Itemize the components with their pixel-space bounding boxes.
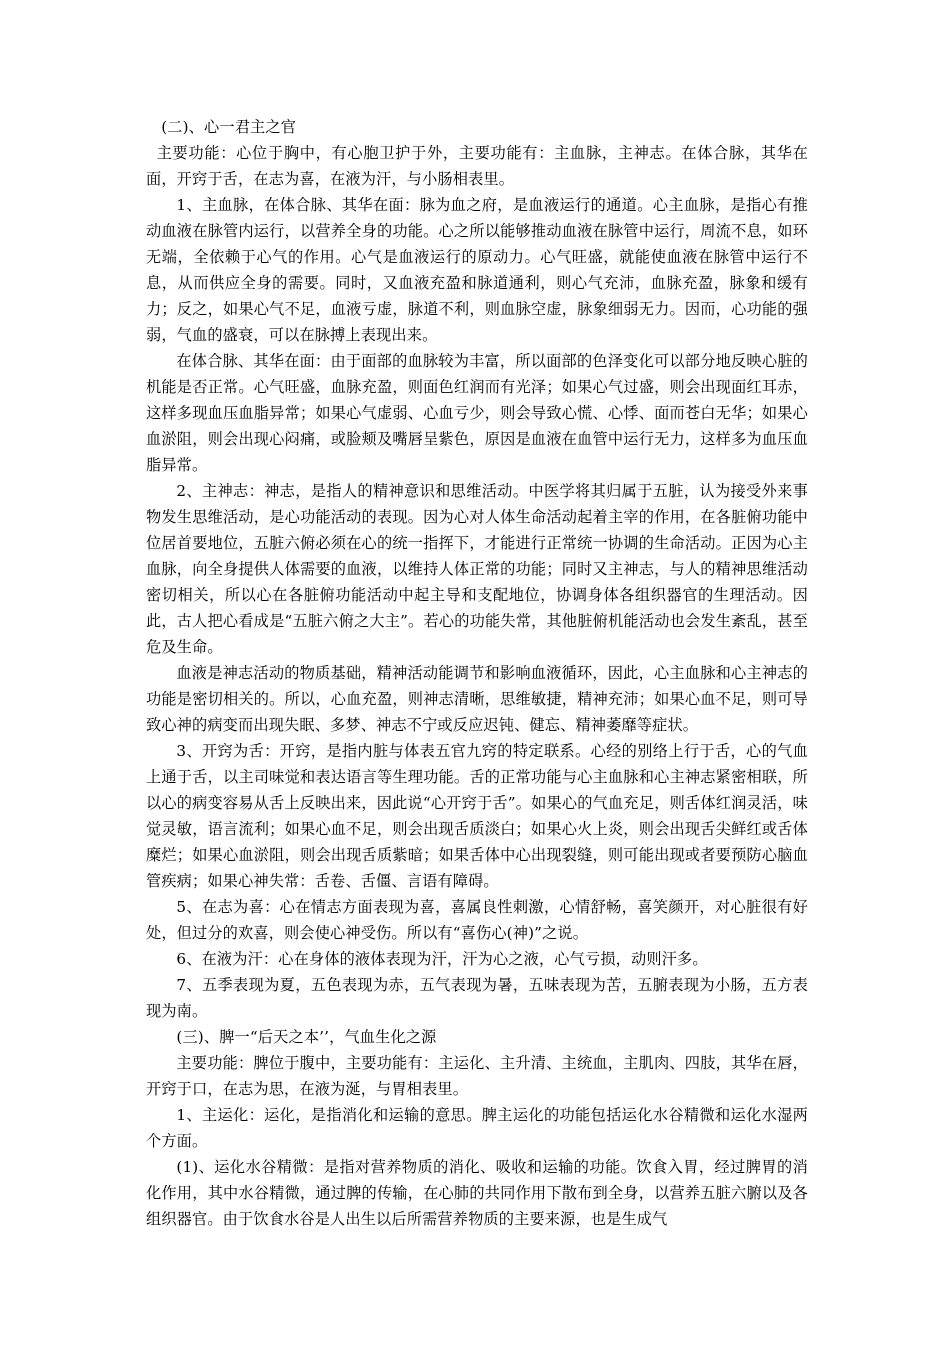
section-heading-spleen: (三)、脾一“后天之本’’，气血生化之源 xyxy=(176,1028,437,1046)
section-heading-heart: (二)、心一君主之官 xyxy=(161,118,297,136)
paragraph-blood-and-mind: 血液是神志活动的物质基础，精神活动能调节和影响血液循环，因此，心主血脉和心主神志的功能是密切相关的。所以，心血充盈，则神志清晰，思维敏捷，精神充沛；如果心血不足，则可导致心神的病变而出现失眠、多梦、神志不宁或反应迟钝、健忘、精神萎靡等症状。 xyxy=(146,664,808,734)
paragraph-face-complexion: 在体合脉、其华在面：由于面部的血脉较为丰富，所以面部的色泽变化可以部分地反映心脏的机能是否正常。心气旺盛，血脉充盈，则面色红润而有光泽；如果心气过盛，则会出现面红耳赤，这样多现血压血脂异常；如果心气虚弱、心血亏少，则会导致心慌、心悸、面而苍白无华；如果心血淤阻，则会出现心闷痛，或脸颊及嘴唇呈紫色，原因是血液在血管中运行无力，这样多为血压血脂异常。 xyxy=(146,352,808,474)
paragraph-spleen-main-function: 主要功能：脾位于腹中，主要功能有：主运化、主升清、主统血，主肌肉、四肢，其华在唇，开窍于口，在志为思，在液为涎，与胃相表里。 xyxy=(146,1054,808,1098)
paragraph-five-elements: 7、五季表现为夏，五色表现为赤，五气表现为暑，五味表现为苦，五腑表现为小肠，五方表现为南。 xyxy=(146,976,808,1020)
paragraph-sweat: 6、在液为汗：心在身体的液体表现为汗，汗为心之液，心气亏损，动则汗多。 xyxy=(176,950,708,968)
document-page xyxy=(146,114,808,1232)
paragraph-blood-vessels: 1、主血脉，在体合脉、其华在面：脉为血之府，是血液运行的通道。心主血脉，是指心有推动血液在脉管内运行，以营养全身的功能。心之所以能够推动血液在脉管中运行，周流不息，如环无端，全依赖于心气的作用。心气是血液运行的原动力。心气旺盛，就能使血液在脉管中运行不息，从而供应全身的需要。同时，又血液充盈和脉道通利，则心气充沛，血脉充盈，脉象和缓有力；反之，如果心气不足，血液亏虚，脉道不利，则血脉空虚，脉象细弱无力。因而，心功能的强弱，气血的盛衰，可以在脉搏上表现出来。 xyxy=(146,196,808,344)
paragraph-mind: 2、主神志：神志，是指人的精神意识和思维活动。中医学将其归属于五脏，认为接受外来事物发生思维活动，是心功能活动的表现。因为心对人体生命活动起着主宰的作用，在各脏俯功能中位居首要地位，五脏六俯必须在心的统一指挥下，才能进行正常统一协调的生命活动。正因为心主血脉，向全身提供人体需要的血液，以维持人体正常的功能；同时又主神志，与人的精神思维活动密切相关，所以心在各脏俯功能活动中起主导和支配地位，协调身体各组织器官的生理活动。因此，古人把心看成是“五脏六俯之大主”。若心的功能失常，其他脏俯机能活动也会发生紊乱，甚至危及生命。 xyxy=(146,482,808,656)
paragraph-transformation: 1、主运化：运化，是指消化和运输的意思。脾主运化的功能包括运化水谷精微和运化水湿两个方面。 xyxy=(146,1106,808,1150)
paragraph-tongue: 3、开窍为舌：开窍，是指内脏与体表五官九窍的特定联系。心经的别络上行于舌，心的气血上通于舌，以主司味觉和表达语言等生理功能。舌的正常功能与心主血脉和心主神志紧密相联，所以心的病变容易从舌上反映出来，因此说“心开窍于舌”。如果心的气血充足，则舌体红润灵活，味觉灵敏，语言流利；如果心血不足，则会出现舌质淡白；如果心火上炎，则会出现舌尖鲜红或舌体糜烂；如果心血淤阻，则会出现舌质紫暗；如果舌体中心出现裂缝，则可能出现或者要预防心脑血管疾病；如果心神失常：舌卷、舌僵、言语有障碍。 xyxy=(146,742,808,890)
paragraph-joy: 5、在志为喜：心在情志方面表现为喜，喜属良性刺激，心情舒畅，喜笑颜开，对心脏很有好处，但过分的欢喜，则会使心神受伤。所以有“喜伤心(神)”之说。 xyxy=(146,898,808,942)
paragraph-nutrient-transport: (1)、运化水谷精微：是指对营养物质的消化、吸收和运输的功能。饮食入胃，经过脾胃的消化作用，其中水谷精微，通过脾的传输，在心肺的共同作用下散布到全身，以营养五脏六腑以及各组织器官。由于饮食水谷是人出生以后所需营养物质的主要来源，也是生成气 xyxy=(146,1158,808,1228)
paragraph-heart-main-function: 主要功能：心位于胸中，有心胞卫护于外，主要功能有：主血脉，主神志。在体合脉，其华在面，开窍于舌，在志为喜，在液为汗，与小肠相表里。 xyxy=(146,144,808,188)
